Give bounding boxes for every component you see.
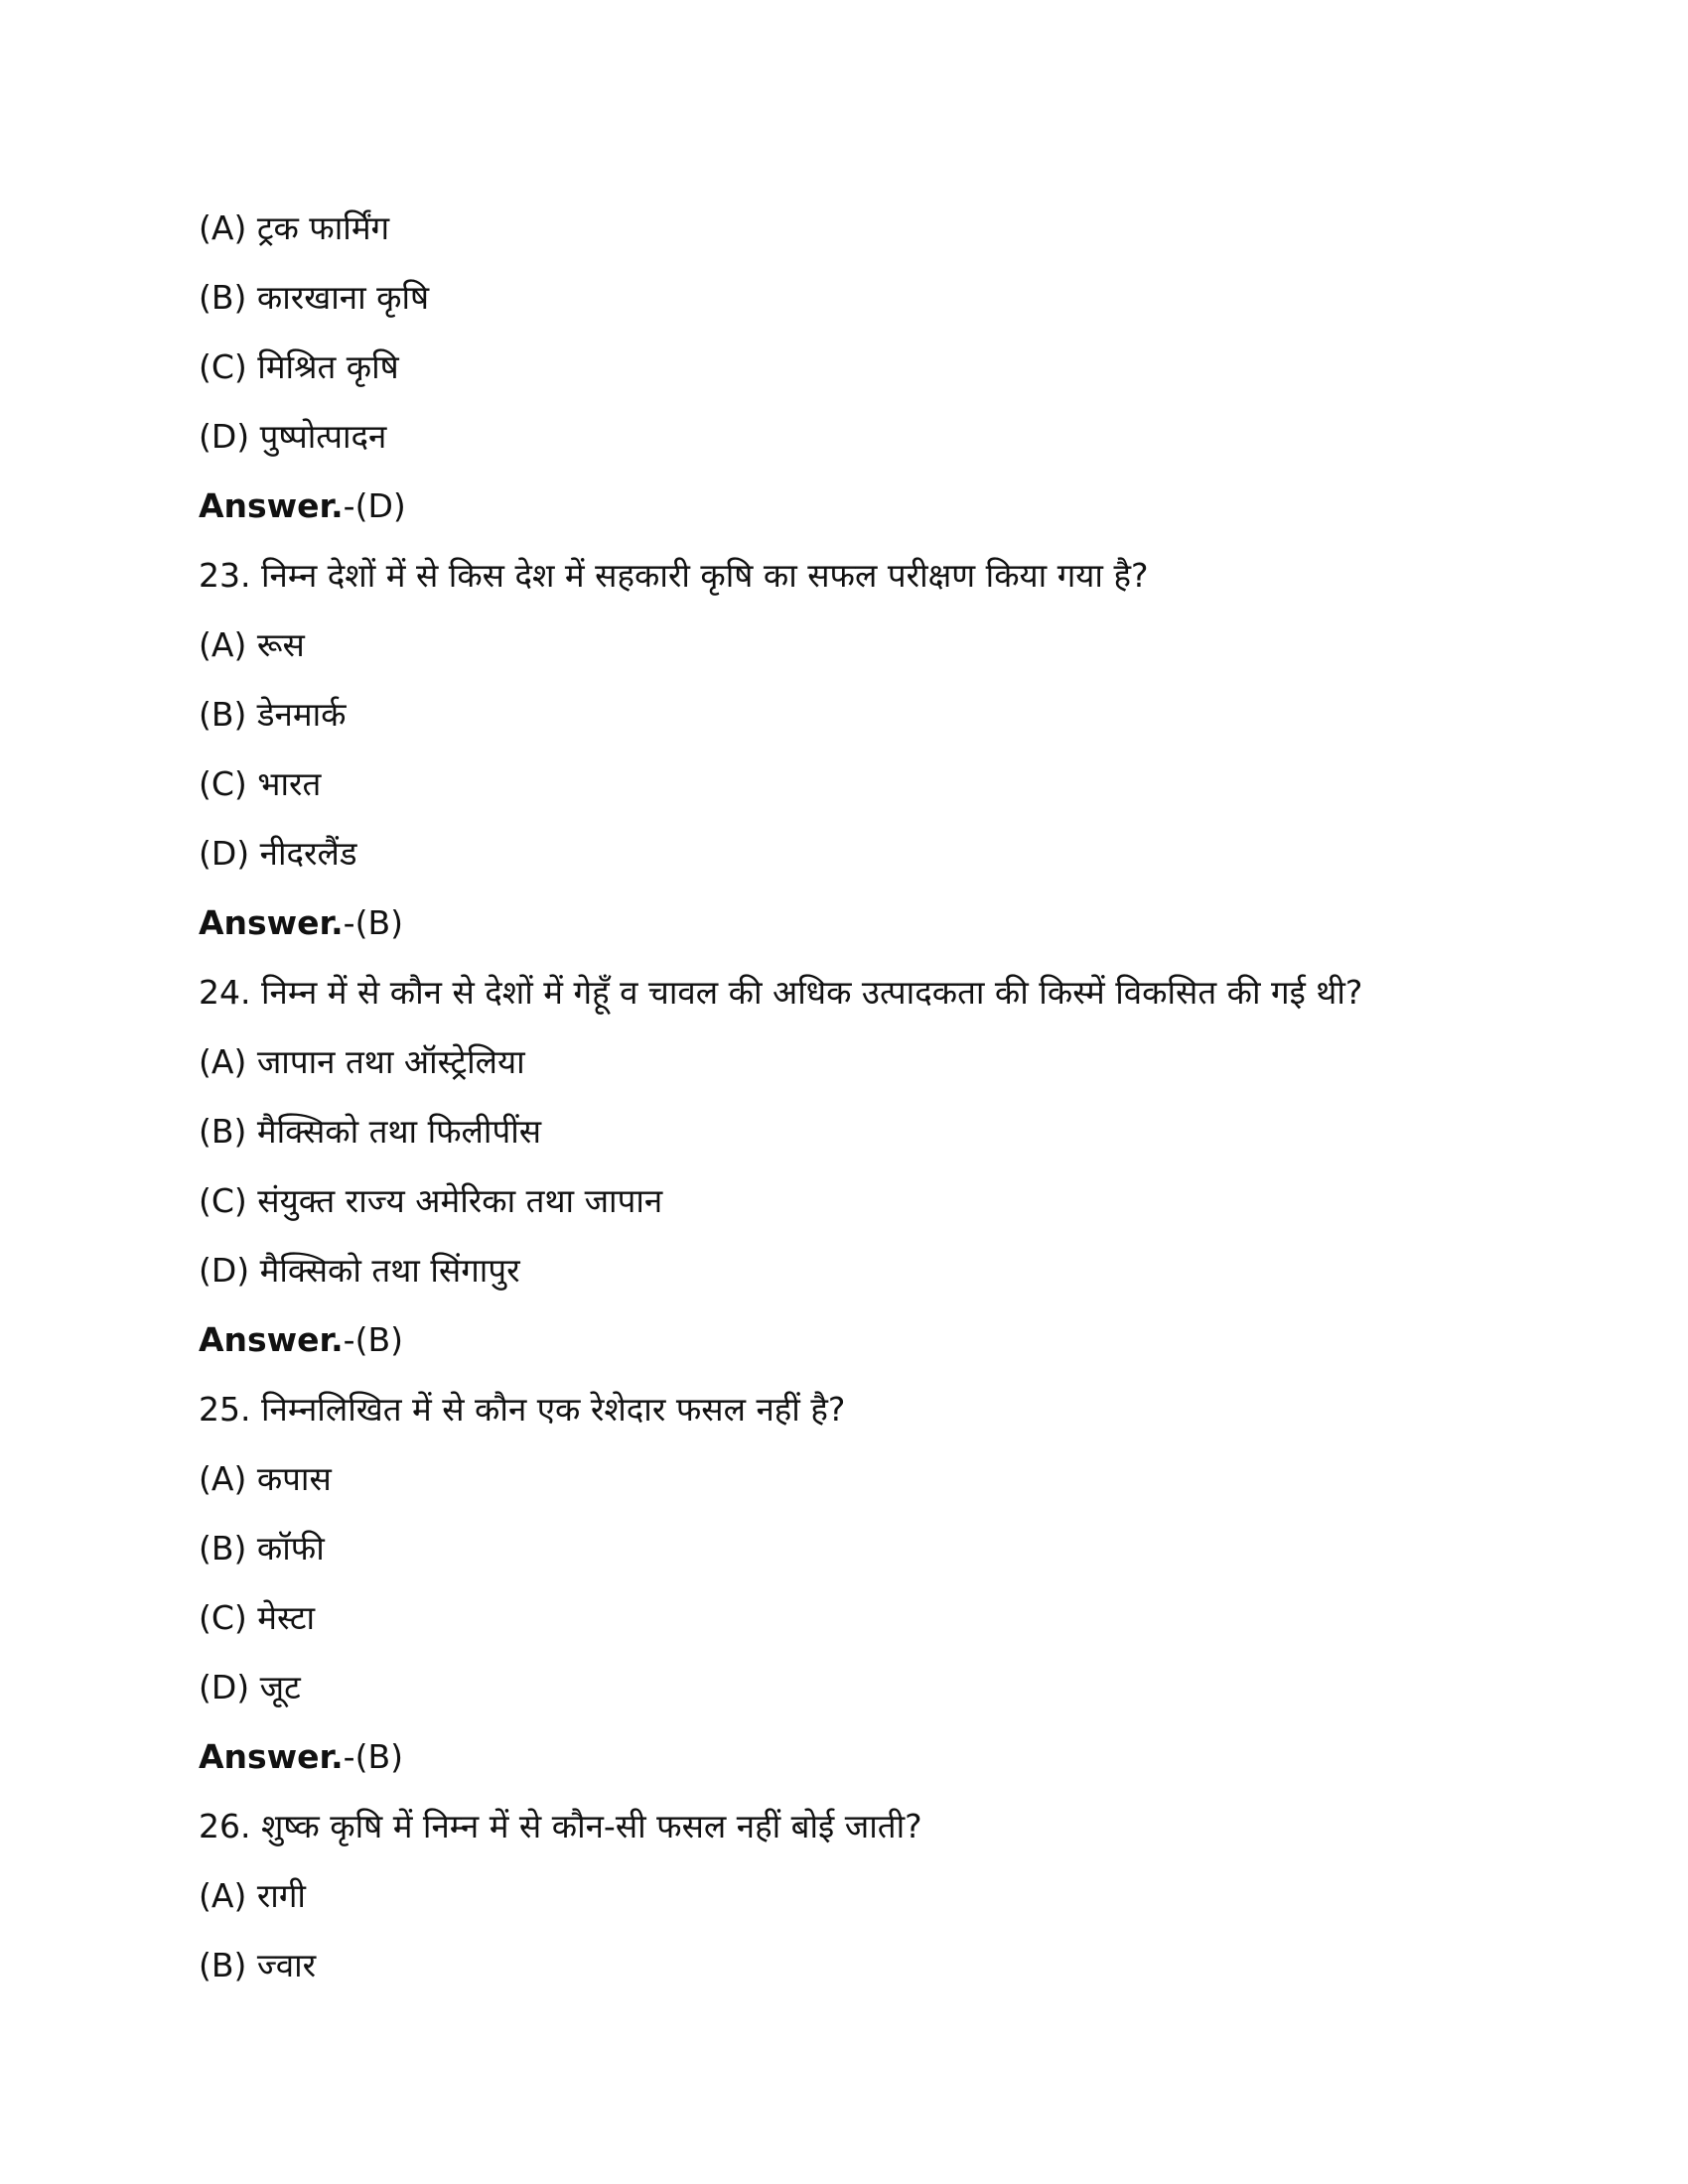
question-text: 24. निम्न में से कौन से देशों में गेहूँ व चावल की अधिक उत्पादकता की किस्में विकसित की गई थी?	[199, 973, 1363, 1012]
option-b: (B) मैक्सिको तथा फिलीपींस	[199, 1112, 542, 1151]
answer-value: -(D)	[343, 486, 406, 525]
option-d: (D) नीदरलैंड	[199, 834, 357, 873]
answer-label: Answer.	[199, 1737, 344, 1776]
option-a: (A) कपास	[199, 1459, 332, 1498]
option-c: (C) भारत	[199, 764, 322, 803]
option-c: (C) संयुक्त राज्य अमेरिका तथा जापान	[199, 1181, 663, 1220]
option-a: (A) रूस	[199, 625, 305, 664]
answer-label: Answer.	[199, 1320, 344, 1359]
answer-line	[199, 1722, 1489, 1792]
answer-value: -(B)	[343, 903, 403, 942]
option-c: (C) मेस्टा	[199, 1598, 316, 1637]
answer-label: Answer.	[199, 903, 344, 942]
question-list	[199, 194, 1489, 2000]
option-b: (B) डेनमार्क	[199, 695, 347, 734]
option-d: (D) जूट	[199, 1668, 301, 1706]
answer-line	[199, 472, 1489, 541]
answer-value: -(B)	[343, 1320, 403, 1359]
answer-line	[199, 888, 1489, 958]
option-c: (C) मिश्रित कृषि	[199, 347, 399, 386]
option-b: (B) कॉफी	[199, 1529, 325, 1568]
option-a: (A) जापान तथा ऑस्ट्रेलिया	[199, 1042, 525, 1081]
option-b: (B) ज्वार	[199, 1946, 317, 1984]
question-text: 25. निम्नलिखित में से कौन एक रेशेदार फसल नहीं है?	[199, 1390, 846, 1429]
option-a: (A) ट्रक फार्मिंग	[199, 208, 390, 247]
answer-value: -(B)	[343, 1737, 403, 1776]
question-text: 23. निम्न देशों में से किस देश में सहकारी कृषि का सफल परीक्षण किया गया है?	[199, 556, 1149, 595]
option-a: (A) रागी	[199, 1876, 306, 1915]
option-b: (B) कारखाना कृषि	[199, 278, 430, 317]
answer-line	[199, 1305, 1489, 1375]
answer-label: Answer.	[199, 486, 344, 525]
option-d: (D) पुष्पोत्पादन	[199, 417, 387, 456]
question-text: 26. शुष्क कृषि में निम्न में से कौन-सी फसल नहीं बोई जाती?	[199, 1807, 922, 1845]
option-d: (D) मैक्सिको तथा सिंगापुर	[199, 1251, 520, 1290]
